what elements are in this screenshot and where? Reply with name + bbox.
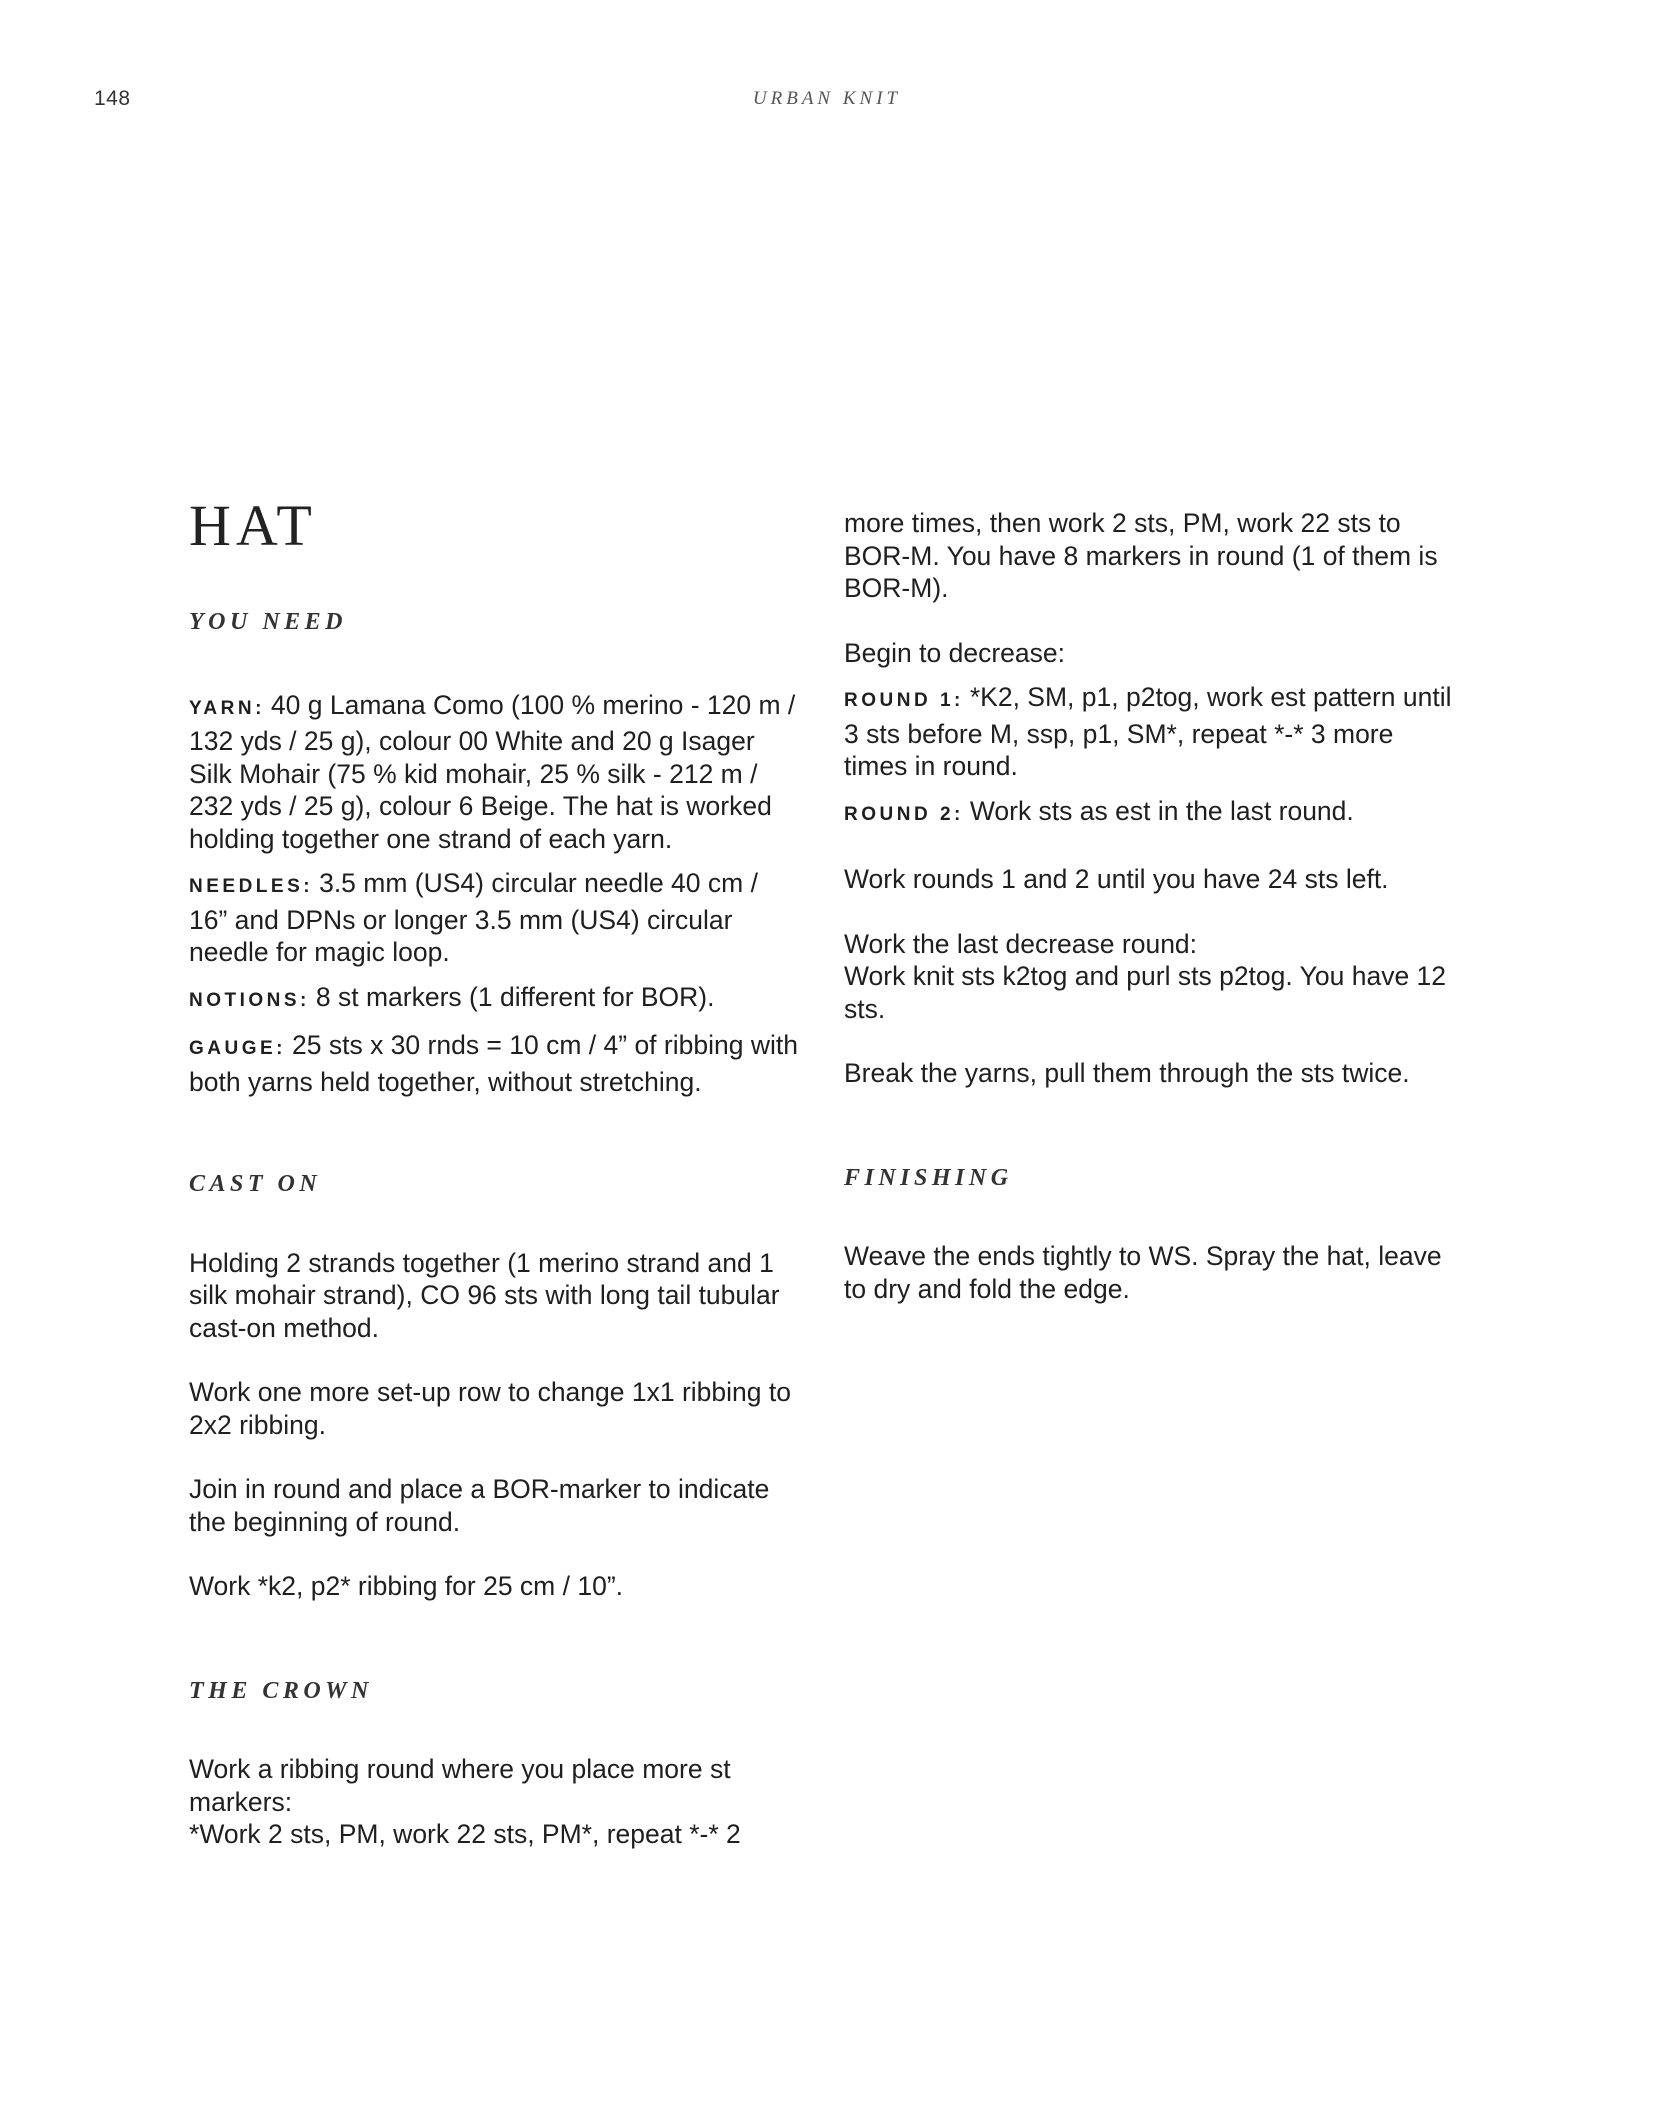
finishing-paragraph: Weave the ends tightly to WS. Spray the hat, leave to dry and fold the edge. bbox=[844, 1241, 1442, 1304]
round-1-text: *K2, SM, p1, p2tog, work est pattern until 3 sts before M, ssp, p1, SM*, repeat *-* 3 more times in round. bbox=[844, 682, 1452, 781]
needles-paragraph bbox=[189, 867, 799, 969]
round-2-text: Work sts as est in the last round. bbox=[969, 795, 1354, 826]
yarn-text: 40 g Lamana Como (100 % merino - 120 m / 132 yds / 25 g), colour 00 White and 20 g Isager Silk Mohair (75 % kid mohair, 25 % silk - 212 m / 232 yds / 25 g), colour 6 Beige. The hat is worked holding together one strand of each yarn. bbox=[189, 689, 796, 854]
last-decrease-line-1: Work the last decrease round: bbox=[844, 928, 1198, 959]
right-column bbox=[844, 507, 1454, 1305]
left-column bbox=[189, 494, 799, 1851]
gauge-text: 25 sts x 30 rnds = 10 cm / 4” of ribbing with both yarns held together, without stretching. bbox=[189, 1030, 798, 1097]
finishing-heading: FINISHING bbox=[844, 1164, 1013, 1191]
round-2-paragraph bbox=[844, 795, 1454, 832]
crown-heading: THE CROWN bbox=[189, 1677, 373, 1704]
notions-paragraph bbox=[189, 981, 799, 1018]
gauge-paragraph bbox=[189, 1029, 799, 1098]
notions-text: 8 st markers (1 different for BOR). bbox=[315, 981, 715, 1012]
needles-text: 3.5 mm (US4) circular needle 40 cm / 16” and DPNs or longer 3.5 mm (US4) circular needle for magic loop. bbox=[189, 868, 758, 967]
round-1-paragraph bbox=[844, 681, 1454, 783]
page-number: 148 bbox=[94, 87, 131, 110]
running-head: URBAN KNIT bbox=[752, 88, 902, 109]
crown-paragraph-line-2: *Work 2 sts, PM, work 22 sts, PM*, repeat *-* 2 bbox=[189, 1819, 741, 1849]
you-need-heading: YOU NEED bbox=[189, 609, 348, 635]
yarn-label: YARN: bbox=[189, 697, 265, 719]
gauge-label: GAUGE: bbox=[189, 1038, 286, 1059]
last-decrease-line-2: Work knit sts k2tog and purl sts p2tog. You have 12 sts. bbox=[844, 961, 1447, 1024]
cast-on-paragraph-4: Work *k2, p2* ribbing for 25 cm / 10”. bbox=[189, 1571, 624, 1601]
notions-label: NOTIONS: bbox=[189, 989, 310, 1011]
cast-on-paragraph-3: Join in round and place a BOR-marker to indicate the beginning of round. bbox=[189, 1474, 770, 1537]
cast-on-paragraph-1: Holding 2 strands together (1 merino strand and 1 silk mohair strand), CO 96 sts with long tail tubular cast-on method. bbox=[189, 1247, 780, 1343]
work-rounds-paragraph: Work rounds 1 and 2 until you have 24 sts left. bbox=[844, 864, 1389, 894]
break-yarns-paragraph: Break the yarns, pull them through the sts twice. bbox=[844, 1058, 1410, 1088]
yarn-paragraph bbox=[189, 689, 799, 856]
crown-continued-paragraph: more times, then work 2 sts, PM, work 22 sts to BOR-M. You have 8 markers in round (1 of them is BOR-M). bbox=[844, 508, 1438, 603]
needles-label: NEEDLES: bbox=[189, 876, 314, 897]
cast-on-heading: CAST ON bbox=[189, 1171, 322, 1197]
begin-decrease-text: Begin to decrease: bbox=[844, 637, 1065, 668]
crown-paragraph-line-1: Work a ribbing round where you place more st markers: bbox=[189, 1754, 731, 1817]
page-title: HAT bbox=[189, 493, 317, 558]
cast-on-paragraph-2: Work one more set-up row to change 1x1 ribbing to 2x2 ribbing. bbox=[189, 1377, 791, 1440]
round-2-label: ROUND 2: bbox=[844, 803, 964, 825]
round-1-label: ROUND 1: bbox=[844, 690, 964, 711]
